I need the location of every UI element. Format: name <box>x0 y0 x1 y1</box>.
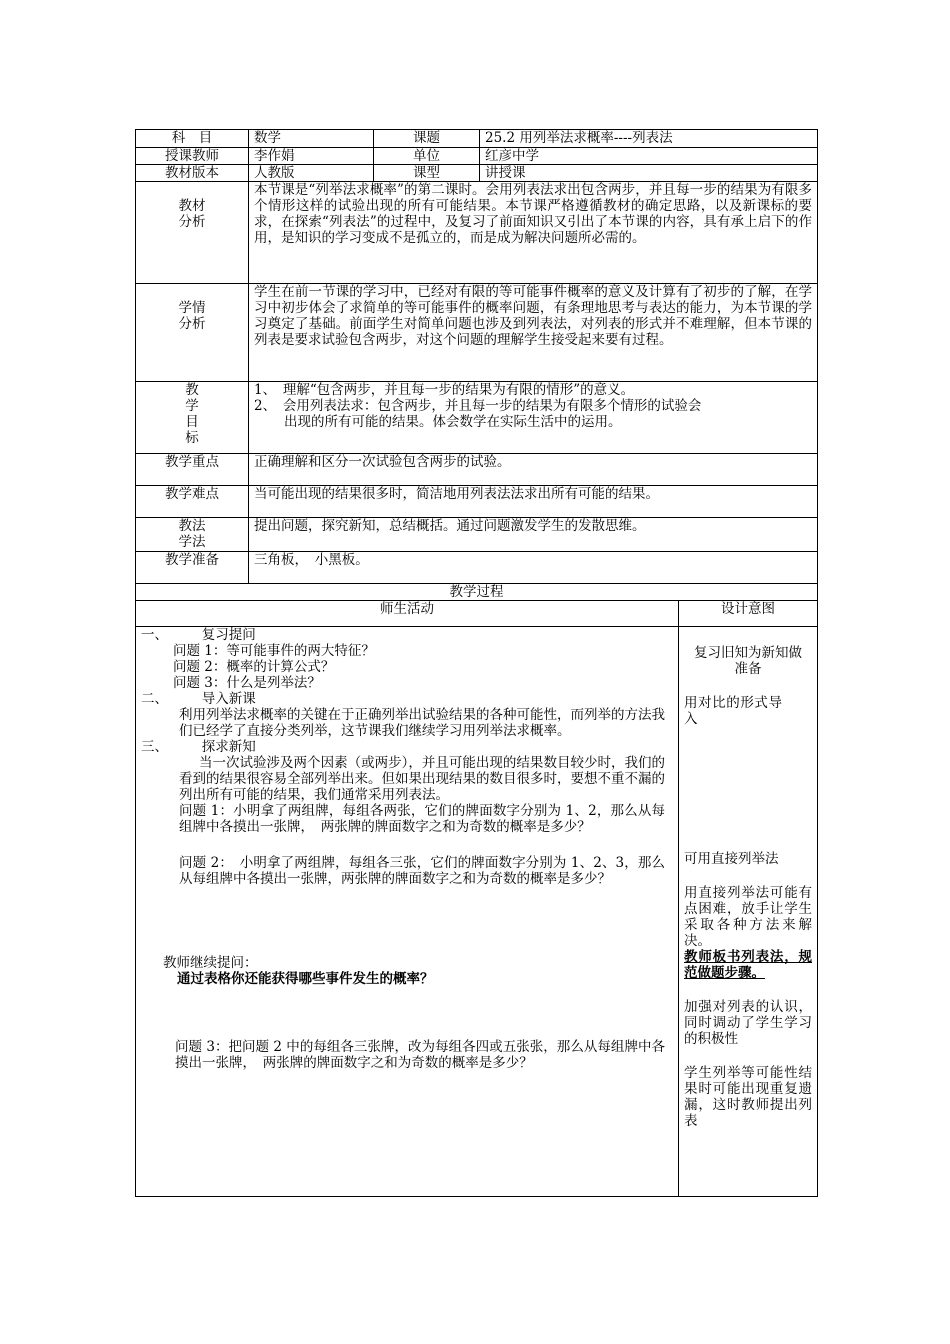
spacer <box>684 727 812 851</box>
intent-direct: 可用直接列举法 <box>684 851 779 867</box>
spacer <box>684 627 812 645</box>
difficulty-point: 当可能出现的结果很多时，简洁地用列表法法求出所有可能的结果。 <box>249 486 818 518</box>
review-q2: 问题 2：概率的计算公式？ <box>173 659 335 675</box>
process-title: 教学过程 <box>136 584 818 601</box>
material-label-text: 教材 分析 <box>178 198 206 230</box>
material-analysis: 本节课是“列举法求概率”的第二课时。会用列表法求出包含两步，并且每一步的结果为有限多个情形这样的试验出现的所有可能结果。本节课严格遵循教材的确定思路，以及新课标的要求，在探索“列表法”的过程中，及复习了前面知识又引出了本节课的内容，具有承上启下的作用，是知识的学习变成不是孤立的，而是成为解决问题所必需的。 <box>249 182 818 284</box>
student-label-text: 学情 分析 <box>178 300 206 332</box>
goal-1: 1、 理解“包含两步，并且每一步的结果为有限的情形”的意义。 <box>254 382 635 398</box>
spacer <box>684 677 812 695</box>
goal-2-cont: 出现的所有可能的结果。体会数学在实际生活中的运用。 <box>284 414 622 430</box>
activity-header: 师生活动 <box>136 601 679 627</box>
spacer <box>141 887 673 955</box>
topic-label: 课题 <box>374 130 480 148</box>
spacer <box>141 987 673 1039</box>
intent-review: 复习旧知为新知做准备 <box>694 645 802 677</box>
lesson-plan <box>135 129 817 1197</box>
difficulty-label: 教学难点 <box>136 486 249 518</box>
intent-list: 学生列举等可能性结果时可能出现重复遗漏，这时教师提出列表 <box>684 1065 813 1129</box>
method-label <box>136 518 249 552</box>
subject-label: 科 目 <box>136 130 249 148</box>
intent-content <box>679 627 818 1197</box>
activity-content <box>136 627 679 1197</box>
review-q1: 问题 1：等可能事件的两大特征？ <box>173 643 375 659</box>
key-label: 教学重点 <box>136 454 249 486</box>
method-value: 提出问题，探究新知，总结概括。通过问题激发学生的发散思维。 <box>249 518 818 552</box>
intent-intro: 用对比的形式导入 <box>684 695 783 727</box>
lesson-plan-table <box>135 129 818 1197</box>
student-label <box>136 284 249 382</box>
problem-1: 问题 1：小明拿了两组牌，每组各两张，它们的牌面数字分别为 1、2，那么从每组牌中各摸出一张牌， 两张牌的牌面数字之和为奇数的概率是多少？ <box>179 803 665 835</box>
subject-value: 数学 <box>249 130 374 148</box>
goal-label-text: 教 学 目 标 <box>185 382 199 446</box>
edition-label: 教材版本 <box>136 165 249 182</box>
goal-2: 2、 会用列表法求：包含两步，并且每一步的结果为有限多个情形的试验会 <box>254 398 702 414</box>
prep-label: 教学准备 <box>136 552 249 584</box>
intent-problem2: 用直接列举法可能有点困难，放手让学生采取各种方法来解决。 <box>684 885 813 949</box>
teacher-value: 李作娟 <box>249 148 374 165</box>
spacer <box>684 867 812 885</box>
explore-text: 当一次试验涉及两个因素（或两步），并且可能出现的结果数目较少时，我们的看到的结果很容易全部列举出来。但如果出现结果的数目很多时，要想不重不漏的列出所有可能的结果，我们通常采用列表法。 <box>179 755 665 803</box>
intro-text: 利用列举法求概率的关键在于正确列举出试验结果的各种可能性，而列举的方法我们已经学了直接分类列举，这节课我们继续学习用列举法求概率。 <box>179 707 665 739</box>
edition-value: 人教版 <box>249 165 374 182</box>
lesson-type-label: 课型 <box>374 165 480 182</box>
review-q3: 问题 3：什么是列举法？ <box>173 675 321 691</box>
problem-3: 问题 3：把问题 2 中的每组各三张牌，改为每组各四或五张张，那么从每组牌中各摸出一张牌， 两张牌的牌面数字之和为奇数的概率是多少？ <box>175 1039 665 1071</box>
spacer <box>684 981 812 999</box>
spacer <box>684 1047 812 1065</box>
section-review: 一、 复习提问 <box>141 627 256 643</box>
method-label-text: 教法 学法 <box>178 518 206 550</box>
unit-label: 单位 <box>374 148 480 165</box>
teaching-goals <box>249 382 818 454</box>
goal-label <box>136 382 249 454</box>
key-point: 正确理解和区分一次试验包含两步的试验。 <box>249 454 818 486</box>
intent-board: 教师板书列表法，规范做题步骤。 <box>684 949 813 981</box>
section-explore: 三、 探求新知 <box>141 739 256 755</box>
lesson-type-value: 讲授课 <box>480 165 818 182</box>
prep-value: 三角板， 小黑板。 <box>249 552 818 584</box>
continue-question: 通过表格你还能获得哪些事件发生的概率？ <box>177 971 434 987</box>
topic-value: 25.2 用列举法求概率----列表法 <box>480 130 818 148</box>
material-label <box>136 182 249 284</box>
teacher-label: 授课教师 <box>136 148 249 165</box>
intent-header: 设计意图 <box>679 601 818 627</box>
section-intro: 二、 导入新课 <box>141 691 256 707</box>
problem-2: 问题 2： 小明拿了两组牌，每组各三张，它们的牌面数字分别为 1、2、3，那么从每组牌中各摸出一张牌，两张牌的牌面数字之和为奇数的概率是多少？ <box>179 855 665 887</box>
continue-label: 教师继续提问： <box>163 955 258 971</box>
intent-table: 加强对列表的认识，同时调动了学生学习的积极性 <box>684 999 813 1047</box>
student-analysis: 学生在前一节课的学习中，已经对有限的等可能事件概率的意义及计算有了初步的了解，在学习中初步体会了求简单的等可能事件的概率问题，有条理地思考与表达的能力，为本节课的学习奠定了基础。前面学生对简单问题也涉及到列表法，对列表的形式并不难理解，但本节课的列表是要求试验包含两步，对这个问题的理解学生接受起来要有过程。 <box>249 284 818 382</box>
spacer <box>141 835 673 855</box>
unit-value: 红彦中学 <box>480 148 818 165</box>
